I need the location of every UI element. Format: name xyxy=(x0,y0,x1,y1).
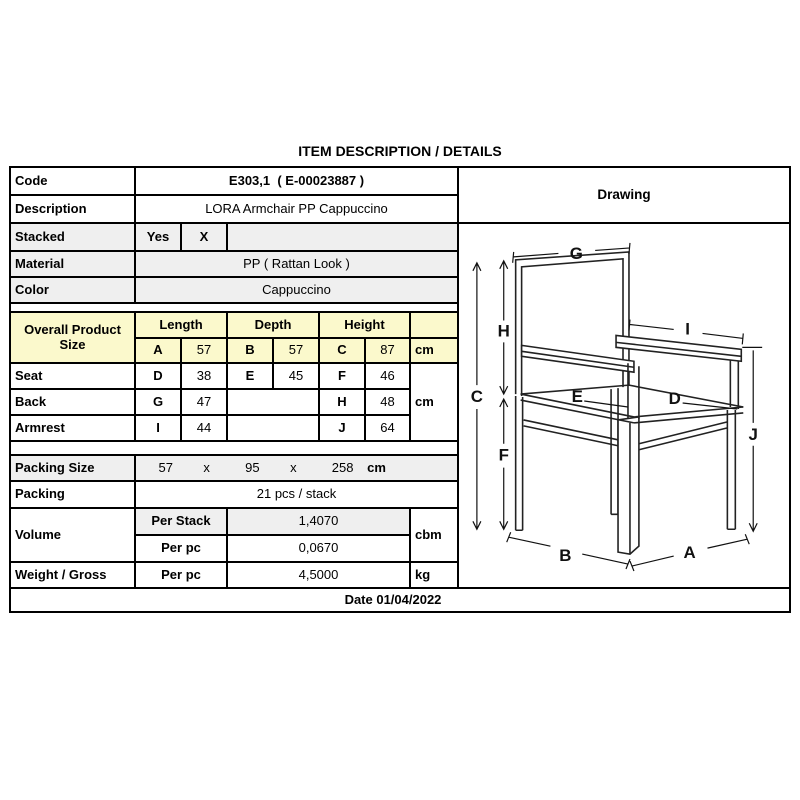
dim-d-value: 38 xyxy=(181,363,227,389)
col-unit-empty xyxy=(410,312,458,338)
dim-e-value: 45 xyxy=(273,363,319,389)
dim-j-value: 64 xyxy=(365,415,410,441)
drawing-header: Drawing xyxy=(458,167,790,223)
weight-value: 4,5000 xyxy=(227,562,410,588)
label-b: B xyxy=(559,546,572,566)
description-value: LORA Armchair PP Cappuccino xyxy=(135,195,458,223)
label-h: H xyxy=(497,321,510,341)
color-value: Cappuccino xyxy=(135,277,458,303)
section-spacer xyxy=(10,441,458,455)
packing-size-unit: cm xyxy=(367,459,386,475)
stacked-label: Stacked xyxy=(10,223,135,251)
dim-d: D xyxy=(135,363,181,389)
dimension-labels xyxy=(471,244,758,565)
size-header-label: Overall Product Size xyxy=(10,312,135,363)
packing-size-value xyxy=(135,455,458,481)
dim-a: A xyxy=(135,338,181,363)
dim-i-value: 44 xyxy=(181,415,227,441)
packing-value: 21 pcs / stack xyxy=(135,481,458,508)
volume-unit: cbm xyxy=(410,508,458,562)
overall-unit: cm xyxy=(410,338,458,363)
dim-a-value: 57 xyxy=(181,338,227,363)
col-height: Height xyxy=(319,312,410,338)
volume-label: Volume xyxy=(10,508,135,562)
packing-size-v3: 258 xyxy=(331,459,354,475)
packing-size-label: Packing Size xyxy=(10,455,135,481)
rows-unit: cm xyxy=(410,363,458,441)
dim-b-value: 57 xyxy=(273,338,319,363)
packing-size-x2: x xyxy=(290,459,297,475)
material-label: Material xyxy=(10,251,135,277)
per-stack-value: 1,4070 xyxy=(227,508,410,535)
dim-e: E xyxy=(227,363,273,389)
per-stack-label: Per Stack xyxy=(135,508,227,535)
dim-h: H xyxy=(319,389,365,415)
dim-c-value: 87 xyxy=(365,338,410,363)
chair-structure xyxy=(516,252,744,554)
stacked-x-cell: X xyxy=(181,223,227,251)
seat-label: Seat xyxy=(10,363,135,389)
dim-g: G xyxy=(135,389,181,415)
stacked-yes-cell: Yes xyxy=(135,223,181,251)
packing-size-x1: x xyxy=(203,459,210,475)
back-label: Back xyxy=(10,389,135,415)
dim-f: F xyxy=(319,363,365,389)
weight-unit: kg xyxy=(410,562,458,588)
description-label: Description xyxy=(10,195,135,223)
chair-drawing xyxy=(459,224,789,587)
dim-i: I xyxy=(135,415,181,441)
code-label: Code xyxy=(10,167,135,195)
weight-label: Weight / Gross xyxy=(10,562,135,588)
dim-c: C xyxy=(319,338,365,363)
packing-size-v1: 57 xyxy=(158,459,173,475)
label-j: J xyxy=(748,424,758,444)
armrest-label: Armrest xyxy=(10,415,135,441)
packing-size-v2: 95 xyxy=(245,459,260,475)
dim-h-value: 48 xyxy=(365,389,410,415)
drawing-panel xyxy=(458,223,790,588)
col-length: Length xyxy=(135,312,227,338)
label-c: C xyxy=(470,387,483,407)
stacked-empty-cell xyxy=(227,223,458,251)
per-pc-value: 0,0670 xyxy=(227,535,410,562)
page-title: ITEM DESCRIPTION / DETAILS xyxy=(298,143,502,159)
color-label: Color xyxy=(10,277,135,303)
code-value: E303,1 ( E-00023887 ) xyxy=(135,167,458,195)
packing-label: Packing xyxy=(10,481,135,508)
dim-g-value: 47 xyxy=(181,389,227,415)
label-d: D xyxy=(668,389,681,409)
label-f: F xyxy=(498,445,509,465)
back-empty-cell xyxy=(227,389,319,415)
label-e: E xyxy=(571,387,583,407)
per-pc-label: Per pc xyxy=(135,535,227,562)
weight-per-pc-label: Per pc xyxy=(135,562,227,588)
dim-f-value: 46 xyxy=(365,363,410,389)
material-value: PP ( Rattan Look ) xyxy=(135,251,458,277)
armrest-empty-cell xyxy=(227,415,319,441)
dim-j: J xyxy=(319,415,365,441)
label-i: I xyxy=(685,319,690,339)
date-row: Date 01/04/2022 xyxy=(10,588,790,612)
dim-b: B xyxy=(227,338,273,363)
section-spacer xyxy=(10,303,458,312)
col-depth: Depth xyxy=(227,312,319,338)
label-g: G xyxy=(569,243,583,263)
label-a: A xyxy=(683,543,696,563)
